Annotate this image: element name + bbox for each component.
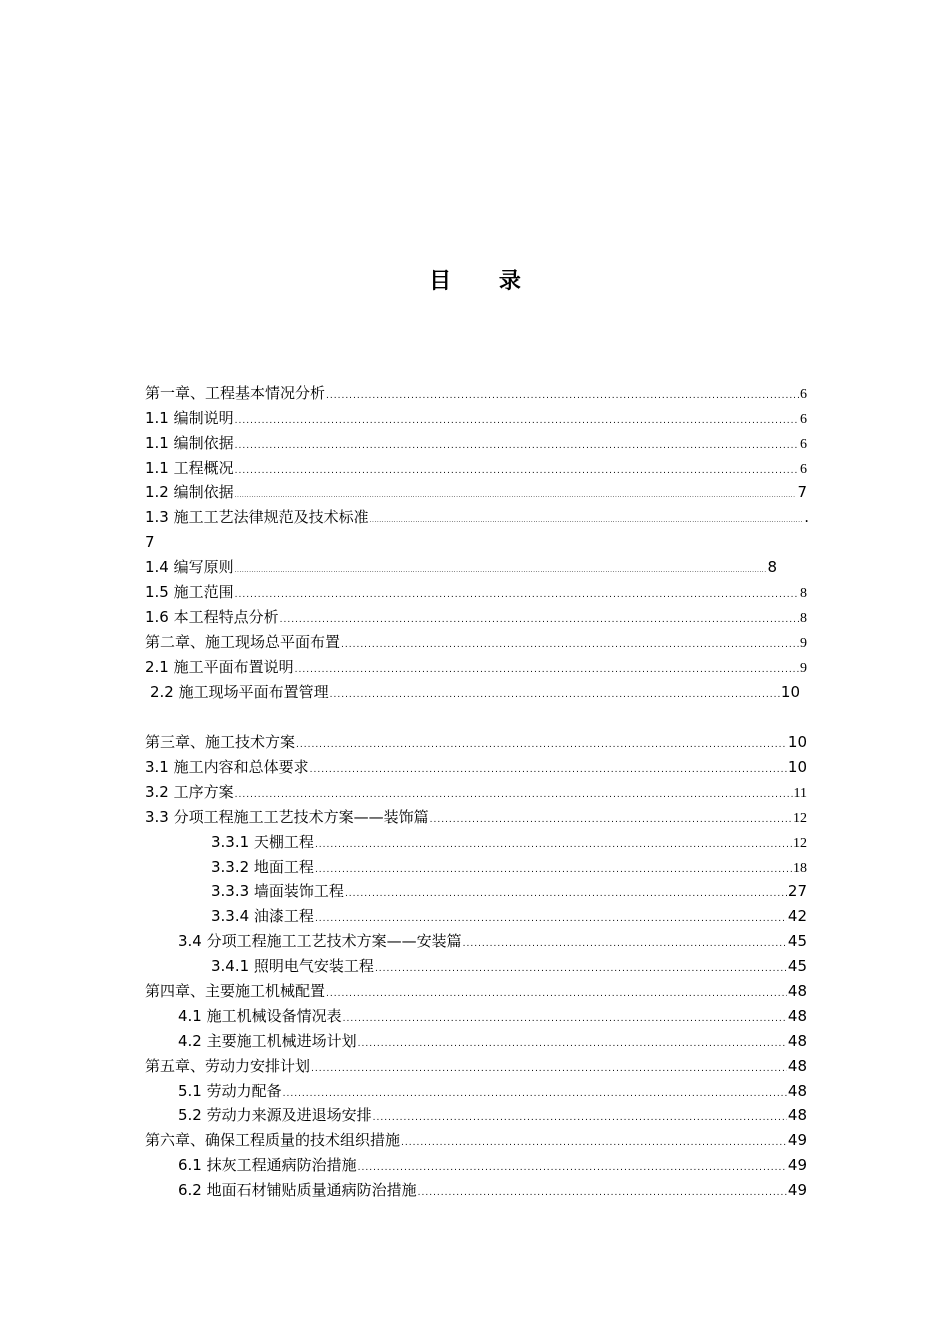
toc-entry[interactable]: [145, 457, 807, 479]
toc-entry-title: 6.2 地面石材铺贴质量通病防治措施: [178, 1181, 417, 1199]
toc-entry-page: 9: [800, 636, 807, 651]
toc-entry-page: 48: [787, 1082, 807, 1100]
toc-entry-title: 3.3 分项工程施工工艺技术方案——装饰篇: [145, 808, 429, 826]
toc-leader-dots: [283, 1083, 787, 1105]
toc-entry-page: 49: [787, 1156, 807, 1174]
toc-entry-page: 8: [767, 558, 777, 576]
toc-entry-page: 6: [800, 387, 807, 402]
toc-entry-title: 第六章、确保工程质量的技术组织措施: [145, 1131, 401, 1149]
toc-entry-title: 4.2 主要施工机械进场计划: [178, 1032, 357, 1050]
toc-entry[interactable]: [145, 506, 809, 528]
toc-entry-page: 8: [800, 611, 807, 626]
toc-entry[interactable]: [145, 756, 807, 778]
toc-entry[interactable]: [145, 731, 807, 753]
toc-entry[interactable]: [145, 581, 807, 603]
toc-leader-dots: [326, 983, 787, 1005]
toc-entry-page: 45: [787, 957, 807, 975]
toc-entry-title: 第一章、工程基本情况分析: [145, 384, 326, 402]
toc-entry-page: 10: [787, 758, 807, 776]
toc-entry[interactable]: [145, 806, 807, 828]
toc-entry-title: 第三章、施工技术方案: [145, 733, 296, 751]
toc-entry[interactable]: [145, 631, 807, 653]
toc-entry[interactable]: [145, 481, 807, 503]
toc-entry-title: 3.4.1 照明电气安装工程: [211, 957, 374, 975]
toc-wrapped-page-number: 7: [145, 533, 155, 551]
toc-entry[interactable]: [211, 955, 807, 977]
toc-leader-dots: [235, 784, 793, 806]
toc-entry[interactable]: [145, 1129, 807, 1151]
toc-entry-title: 3.3.4 油漆工程: [211, 907, 314, 925]
toc-entry[interactable]: [178, 930, 807, 952]
toc-entry-title: 1.1 工程概况: [145, 459, 234, 477]
toc-leader-dots: [358, 1033, 787, 1055]
toc-entry-title: 第二章、施工现场总平面布置: [145, 633, 341, 651]
toc-entry[interactable]: [178, 1179, 807, 1201]
toc-entry[interactable]: [178, 1080, 807, 1102]
toc-entry-title: 1.4 编写原则: [145, 558, 234, 576]
toc-leader-dots: [295, 659, 799, 681]
toc-leader-dots: [315, 834, 792, 856]
toc-entry[interactable]: [145, 556, 777, 578]
toc-entry-title: 1.6 本工程特点分析: [145, 608, 279, 626]
toc-entry-page: 49: [787, 1181, 807, 1199]
toc-entry-page: 48: [787, 1032, 807, 1050]
toc-leader-dots: [296, 734, 787, 756]
toc-entry[interactable]: [145, 980, 807, 1002]
toc-entry-title: 6.1 抹灰工程通病防治措施: [178, 1156, 357, 1174]
toc-entry[interactable]: [145, 382, 807, 404]
toc-entry-title: 3.2 工序方案: [145, 783, 234, 801]
toc-entry-page: 6: [800, 412, 807, 427]
toc-leader-dots: [341, 634, 799, 656]
toc-entry-page: 7: [797, 483, 807, 501]
toc-entry[interactable]: [178, 1154, 807, 1176]
toc-entry-title: 5.1 劳动力配备: [178, 1082, 282, 1100]
toc-leader-dots: [235, 410, 799, 432]
toc-leader-dots: [310, 759, 787, 781]
toc-entry[interactable]: [211, 856, 807, 878]
toc-leader-dots: [280, 609, 799, 631]
toc-entry[interactable]: [145, 432, 807, 454]
toc-leader-dots: [235, 584, 799, 606]
toc-leader-dots: [375, 958, 787, 980]
toc-entry-page: 12: [793, 836, 807, 851]
toc-entry-title: 3.3.1 天棚工程: [211, 833, 314, 851]
toc-entry[interactable]: [145, 781, 807, 803]
toc-entry-title: 3.4 分项工程施工工艺技术方案——安装篇: [178, 932, 462, 950]
toc-entry[interactable]: [211, 880, 807, 902]
toc-entry-page: 48: [787, 1007, 807, 1025]
toc-leader-dots: [370, 510, 804, 532]
toc-leader-dots: [235, 485, 797, 507]
toc-entry-page: .: [804, 508, 809, 526]
toc-leader-dots: [430, 809, 792, 831]
toc-entry-title: 1.1 编制说明: [145, 409, 234, 427]
toc-entry-title: 第五章、劳动力安排计划: [145, 1057, 311, 1075]
toc-entry-page: 6: [800, 462, 807, 477]
toc-entry-page: 48: [787, 982, 807, 1000]
toc-entry-page: 10: [780, 683, 800, 701]
toc-leader-dots: [235, 460, 799, 482]
toc-entry-title: 1.2 编制依据: [145, 483, 234, 501]
toc-entry-title: 1.5 施工范围: [145, 583, 234, 601]
toc-entry-title: 第四章、主要施工机械配置: [145, 982, 326, 1000]
toc-entry-page: 11: [793, 786, 807, 801]
toc-entry[interactable]: [150, 681, 800, 703]
toc-entry[interactable]: [145, 656, 807, 678]
toc-leader-dots: [343, 1008, 787, 1030]
toc-entry-title: 4.1 施工机械设备情况表: [178, 1007, 342, 1025]
toc-leader-dots: [326, 385, 799, 407]
toc-entry-title: 3.1 施工内容和总体要求: [145, 758, 309, 776]
toc-entry-page: 45: [787, 932, 807, 950]
toc-entry-page: 10: [787, 733, 807, 751]
toc-leader-dots: [463, 933, 787, 955]
toc-entry-title: 2.1 施工平面布置说明: [145, 658, 294, 676]
toc-entry-page: 49: [787, 1131, 807, 1149]
toc-leader-dots: [330, 684, 780, 706]
toc-leader-dots: [315, 908, 787, 930]
toc-entry-title: 1.1 编制依据: [145, 434, 234, 452]
toc-entry-page: 48: [787, 1106, 807, 1124]
toc-entry-page: 8: [800, 586, 807, 601]
toc-entry-page: 27: [787, 882, 807, 900]
toc-leader-dots: [401, 1132, 787, 1154]
toc-entry[interactable]: [211, 831, 807, 853]
toc-leader-dots: [235, 560, 767, 582]
page-title: 目 录: [429, 269, 541, 294]
toc-leader-dots: [315, 859, 792, 881]
toc-leader-dots: [358, 1157, 787, 1179]
toc-entry[interactable]: [178, 1104, 807, 1126]
toc-leader-dots: [418, 1182, 787, 1204]
toc-entry-page: 9: [800, 661, 807, 676]
toc-entry-title: 5.2 劳动力来源及进退场安排: [178, 1106, 372, 1124]
toc-entry-title: 3.3.2 地面工程: [211, 858, 314, 876]
toc-entry-title: 1.3 施工工艺法律规范及技术标准: [145, 508, 369, 526]
toc-entry[interactable]: [145, 407, 807, 429]
toc-entry-page: 42: [787, 907, 807, 925]
toc-entry-page: 48: [787, 1057, 807, 1075]
toc-entry-title: 3.3.3 墙面装饰工程: [211, 882, 344, 900]
toc-entry[interactable]: [211, 905, 807, 927]
toc-entry[interactable]: [178, 1005, 807, 1027]
toc-entry-title: 2.2 施工现场平面布置管理: [150, 683, 329, 701]
toc-entry-page: 6: [800, 437, 807, 452]
toc-leader-dots: [235, 435, 799, 457]
toc-entry-page: 12: [793, 811, 807, 826]
toc-entry-page: 18: [793, 861, 807, 876]
toc-leader-dots: [373, 1107, 787, 1129]
toc-leader-dots: [345, 883, 787, 905]
toc-entry[interactable]: [145, 1055, 807, 1077]
toc-leader-dots: [311, 1058, 787, 1080]
toc-entry[interactable]: [178, 1030, 807, 1052]
toc-entry[interactable]: [145, 606, 807, 628]
